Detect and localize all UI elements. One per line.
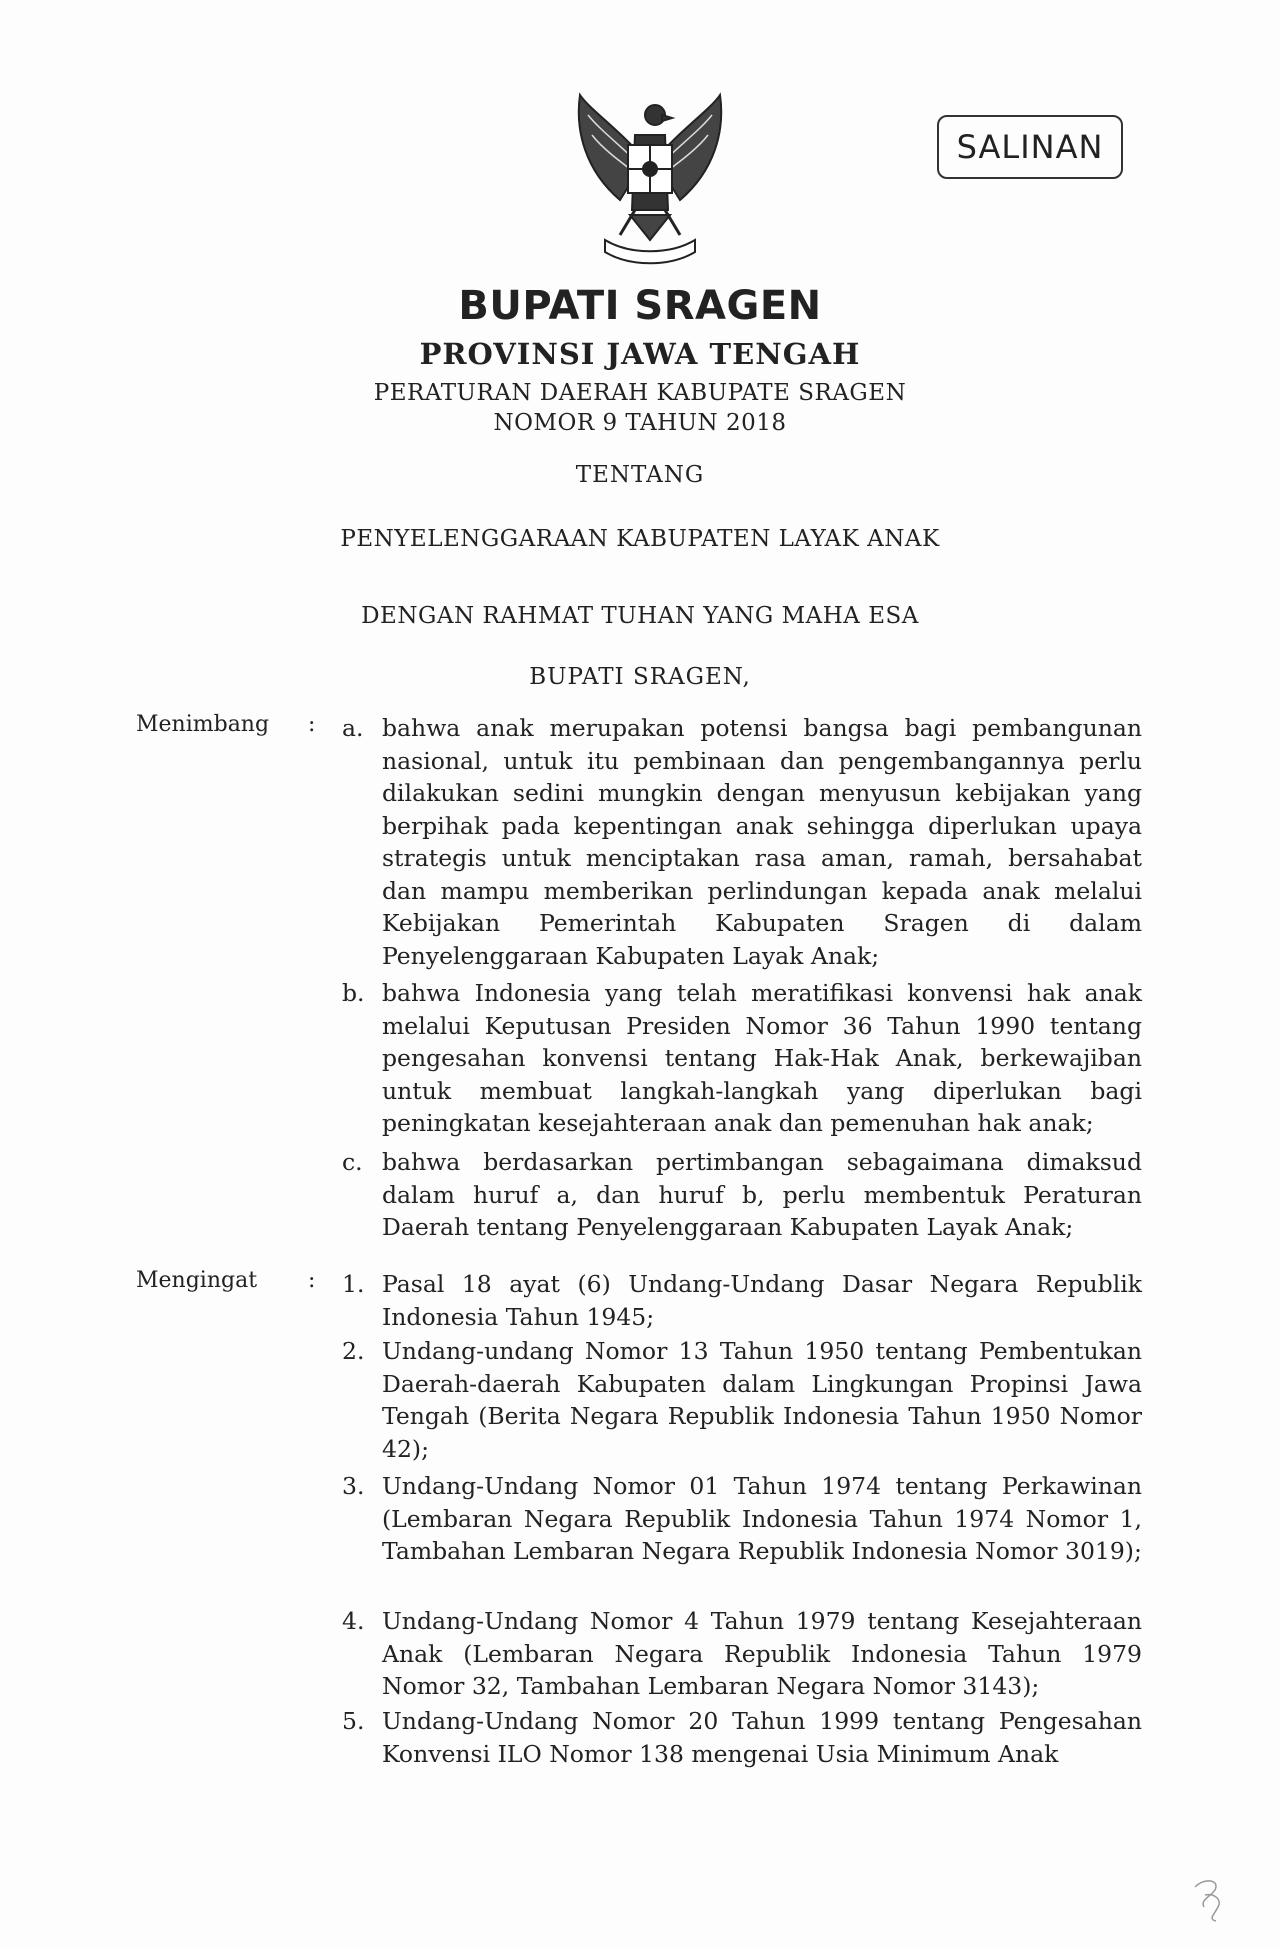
item-text: bahwa Indonesia yang telah meratifikasi konvensi hak anak melalui Keputusan Presiden Nomor 36 Tahun 1990 tentang pengesahan konvensi tentang Hak-Hak Anak, berkewajiban untuk membuat langkah-langkah yang diperlukan bagi peningkatan kesejahteraan anak dan pemenuhan hak anak; xyxy=(382,979,1142,1137)
item-text: bahwa anak merupakan potensi bangsa bagi pembangunan nasional, untuk itu pembinaan dan pengembangannya perlu dilakukan sedini mungkin dengan menyusun kebijakan yang berpihak pada kepentingan anak sehingga diperlukan upaya strategis untuk menciptakan rasa aman, ramah, bersahabat dan mampu memberikan perlindungan kepada anak melalui Kebijakan Pemerintah Kabupaten Sragen di dalam Penyelenggaraan Kabupaten Layak Anak; xyxy=(382,714,1142,970)
mengingat-item-4 xyxy=(342,1605,1142,1703)
mengingat-item-1 xyxy=(342,1268,1142,1333)
item-marker: b. xyxy=(342,979,365,1007)
province-heading: PROVINSI JAWA TENGAH xyxy=(419,337,861,371)
about-heading: TENTANG xyxy=(575,462,705,488)
issuer-heading: BUPATI SRAGEN, xyxy=(529,664,751,690)
menimbang-label: Menimbang xyxy=(136,712,270,737)
regulation-heading: PERATURAN DAERAH KABUPATE SRAGEN xyxy=(373,380,907,406)
mengingat-label: Mengingat xyxy=(136,1268,258,1293)
item-marker: 5. xyxy=(342,1707,365,1735)
garuda-emblem-icon xyxy=(550,90,750,270)
menimbang-item-c xyxy=(342,1146,1142,1244)
handwritten-mark-icon xyxy=(1190,1875,1230,1925)
subject-heading: PENYELENGGARAAN KABUPATEN LAYAK ANAK xyxy=(340,526,940,552)
mengingat-colon: : xyxy=(308,1268,316,1293)
item-marker: c. xyxy=(342,1148,363,1176)
menimbang-item-b xyxy=(342,977,1142,1140)
mengingat-item-5 xyxy=(342,1705,1142,1770)
invocation-heading: DENGAN RAHMAT TUHAN YANG MAHA ESA xyxy=(361,603,919,629)
menimbang-item-a xyxy=(342,712,1142,972)
menimbang-colon: : xyxy=(308,712,316,737)
item-text: Undang-undang Nomor 13 Tahun 1950 tentang Pembentukan Daerah-daerah Kabupaten dalam Lingkungan Propinsi Jawa Tengah (Berita Negara Republik Indonesia Tahun 1950 Nomor 42); xyxy=(382,1337,1142,1463)
document-title: BUPATI SRAGEN xyxy=(458,283,822,329)
item-marker: a. xyxy=(342,714,364,742)
item-text: Pasal 18 ayat (6) Undang-Undang Dasar Negara Republik Indonesia Tahun 1945; xyxy=(382,1270,1142,1331)
item-text: Undang-Undang Nomor 4 Tahun 1979 tentang Kesejahteraan Anak (Lembaran Negara Republik Indonesia Tahun 1979 Nomor 32, Tambahan Lembaran Negara Nomor 3143); xyxy=(382,1607,1142,1700)
mengingat-item-3 xyxy=(342,1470,1142,1568)
item-marker: 4. xyxy=(342,1607,365,1635)
item-text: Undang-Undang Nomor 20 Tahun 1999 tentang Pengesahan Konvensi ILO Nomor 138 mengenai Usia Minimum Anak xyxy=(382,1707,1142,1768)
item-text: Undang-Undang Nomor 01 Tahun 1974 tentang Perkawinan (Lembaran Negara Republik Indonesia Tahun 1974 Nomor 1, Tambahan Lembaran Negara Republik Indonesia Nomor 3019); xyxy=(382,1472,1142,1565)
item-text: bahwa berdasarkan pertimbangan sebagaimana dimaksud dalam huruf a, dan huruf b, perlu membentuk Peraturan Daerah tentang Penyelenggaraan Kabupaten Layak Anak; xyxy=(382,1148,1142,1241)
item-marker: 1. xyxy=(342,1270,365,1298)
item-marker: 3. xyxy=(342,1472,365,1500)
mengingat-item-2 xyxy=(342,1335,1142,1465)
regulation-number: NOMOR 9 TAHUN 2018 xyxy=(493,410,787,436)
item-marker: 2. xyxy=(342,1337,365,1365)
salinan-badge: SALINAN xyxy=(937,115,1123,179)
